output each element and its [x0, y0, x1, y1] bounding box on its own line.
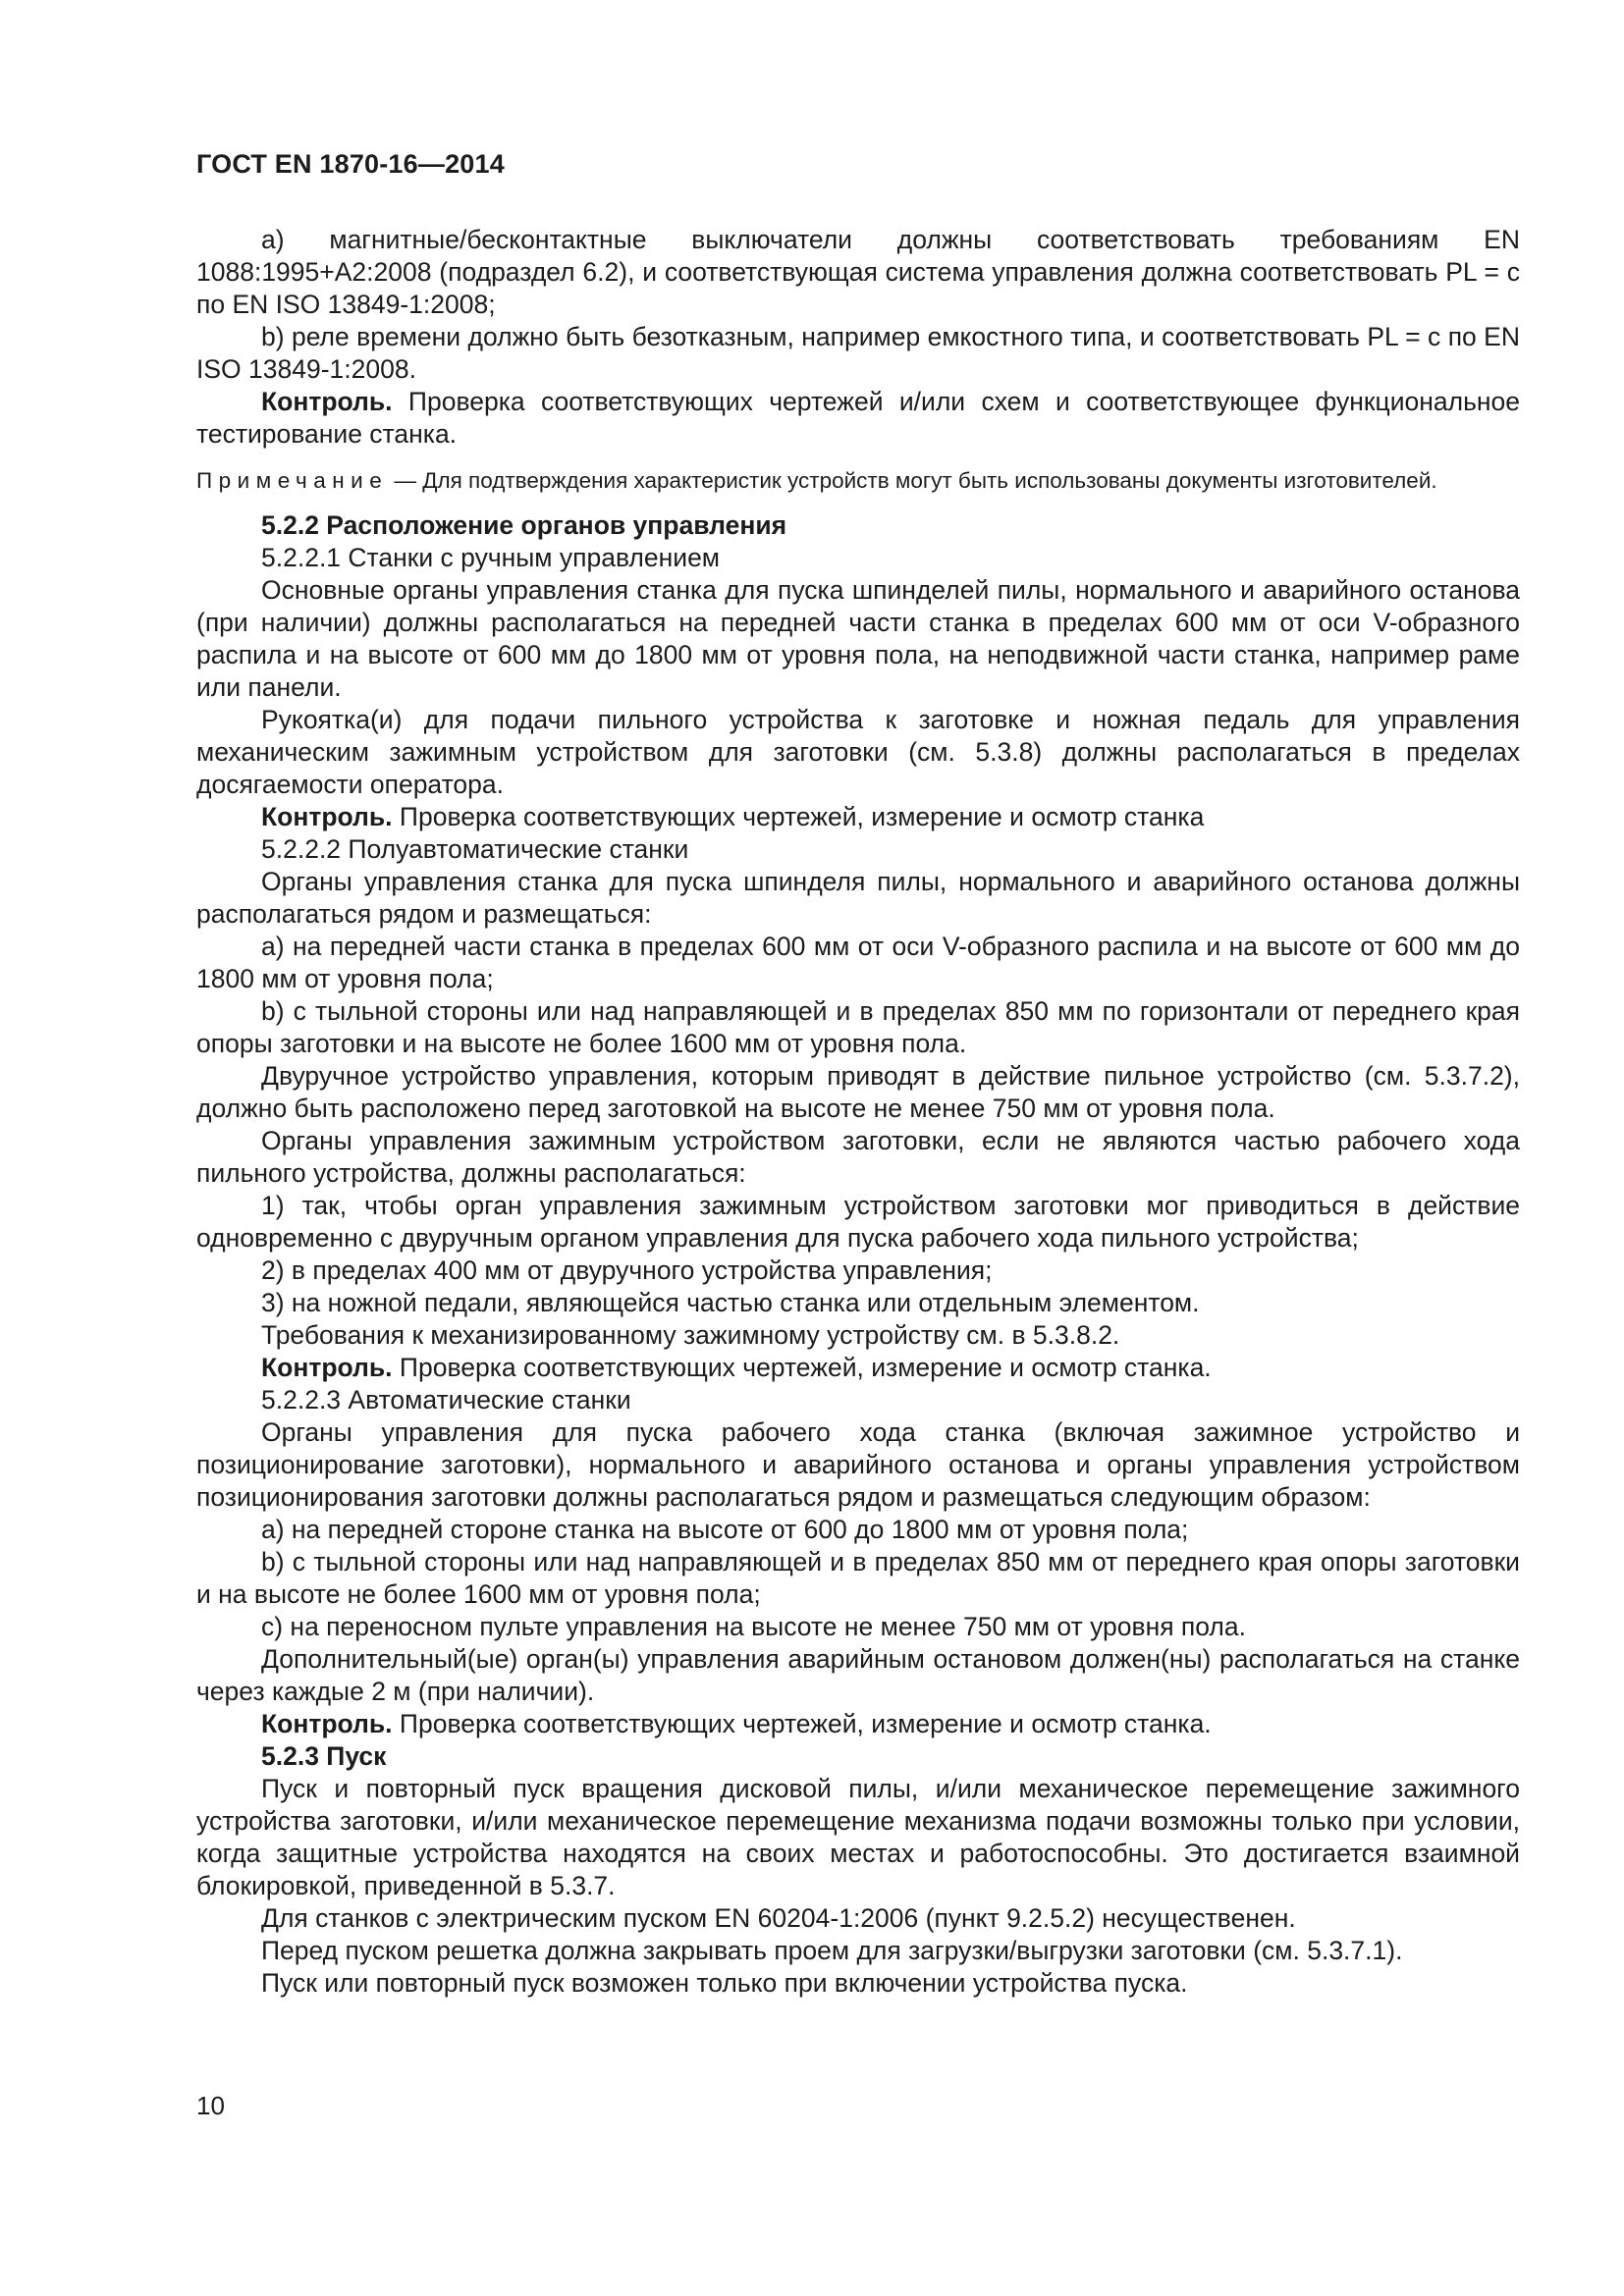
paragraph	[196, 1352, 1520, 1384]
paragraph: b) реле времени должно быть безотказным, например емкостного типа, и соответствовать PL = c по EN ISO 13849-1:2008.	[196, 322, 1520, 384]
paragraph	[196, 1708, 1520, 1740]
document-body	[196, 224, 1520, 2000]
paragraph: Пуск и повторный пуск вращения дисковой пилы, и/или механическое перемещение зажимного устройства заготовки, и/или механическое перемещение механизма подачи возможны только при условии, когда защитные устройства находятся на своих местах и работоспособны. Это достигается взаимной блокировкой, приведенной в 5.3.7.	[196, 1774, 1520, 1900]
paragraph: Пуск или повторный пуск возможен только при включении устройства пуска.	[261, 1968, 1188, 1998]
paragraph: Перед пуском решетка должна закрывать проем для загрузки/выгрузки заготовки (см. 5.3.7.1).	[261, 1936, 1403, 1965]
paragraph: Основные органы управления станка для пуска шпинделей пилы, нормального и аварийного останова (при наличии) должны располагаться на передней части станка в пределах 600 мм от оси V-образного распила и на высоте от 600 мм до 1800 мм от уровня пола, на неподвижной части станка, например раме или панели.	[196, 575, 1520, 702]
subsection-heading: 5.2.2.3 Автоматические станки	[261, 1385, 631, 1415]
paragraph: b) с тыльной стороны или над направляющей и в пределах 850 мм от переднего края опоры заготовки и на высоте не более 1600 мм от уровня пола;	[196, 1547, 1520, 1609]
section-heading	[196, 1740, 1520, 1773]
page-number: 10	[196, 2091, 225, 2120]
section-heading-text: 5.2.2 Расположение органов управления	[261, 510, 787, 540]
paragraph: Рукоятка(и) для подачи пильного устройства к заготовке и ножная педаль для управления механическим зажимным устройством для заготовки (см. 5.3.8) должны располагаться в пределах досягаемости оператора.	[196, 705, 1520, 799]
paragraph-text: Проверка соответствующих чертежей, измерение и осмотр станка.	[392, 1709, 1212, 1738]
paragraph: а) на передней стороне станка на высоте от 600 до 1800 мм от уровня пола;	[261, 1515, 1189, 1544]
note-text: — Для подтверждения характеристик устройств могут быть использованы документы изготовителей.	[388, 468, 1437, 493]
subsection-heading: 5.2.2.1 Станки с ручным управлением	[261, 543, 721, 572]
paragraph	[196, 386, 1520, 451]
paragraph: а) на передней части станка в пределах 600 мм от оси V-образного распила и на высоте от 600 мм до 1800 мм от уровня пола;	[196, 932, 1520, 993]
paragraph: Органы управления для пуска рабочего хода станка (включая зажимное устройство и позиционирование заготовки), нормального и аварийного останова и органы управления устройством позиционирования заготовки должны располагаться рядом и размещаться следующим образом:	[196, 1417, 1520, 1512]
paragraph: 2) в пределах 400 мм от двуручного устройства управления;	[261, 1255, 993, 1285]
subsection-heading: 5.2.2.2 Полуавтоматические станки	[261, 834, 689, 864]
control-label: Контроль.	[261, 1353, 393, 1382]
section-heading-text: 5.2.3 Пуск	[261, 1741, 387, 1771]
paragraph: с) на переносном пульте управления на высоте не менее 750 мм от уровня пола.	[261, 1612, 1246, 1641]
control-label: Контроль.	[261, 1709, 393, 1738]
paragraph: Дополнительный(ые) орган(ы) управления аварийным остановом должен(ны) располагаться на станке через каждые 2 м (при наличии).	[196, 1644, 1520, 1706]
paragraph: Требования к механизированному зажимному устройству см. в 5.3.8.2.	[261, 1320, 1120, 1350]
control-label: Контроль.	[261, 387, 393, 416]
paragraph-text: Проверка соответствующих чертежей и/или схем и соответствующее функциональное тестирование станка.	[196, 387, 1520, 449]
section-heading	[196, 509, 1520, 542]
control-label: Контроль.	[261, 802, 393, 831]
document-header: ГОСТ EN 1870-16—2014	[196, 149, 505, 179]
paragraph: 1) так, чтобы орган управления зажимным устройством заготовки мог приводиться в действие одновременно с двуручным органом управления для пуска рабочего хода пильного устройства;	[196, 1191, 1520, 1253]
paragraph: а) магнитные/бесконтактные выключатели должны соответствовать требованиям EN 1088:1995+A2:2008 (подраздел 6.2), и соответствующая система управления должна соответствовать PL = c по EN ISO 13849-1:2008;	[196, 225, 1520, 319]
paragraph	[196, 801, 1520, 833]
paragraph: Двуручное устройство управления, которым приводят в действие пильное устройство (см. 5.3.7.2), должно быть расположено перед заготовкой на высоте не менее 750 мм от уровня пола.	[196, 1061, 1520, 1123]
paragraph: Органы управления зажимным устройством заготовки, если не являются частью рабочего хода пильного устройства, должны располагаться:	[196, 1126, 1520, 1188]
paragraph: Органы управления станка для пуска шпинделя пилы, нормального и аварийного останова должны располагаться рядом и размещаться:	[196, 867, 1520, 929]
paragraph: b) с тыльной стороны или над направляющей и в пределах 850 мм по горизонтали от переднего края опоры заготовки и на высоте не более 1600 мм от уровня пола.	[196, 996, 1520, 1058]
paragraph-text: Проверка соответствующих чертежей, измерение и осмотр станка.	[392, 1353, 1212, 1382]
paragraph-text: Проверка соответствующих чертежей, измерение и осмотр станка	[392, 802, 1205, 831]
paragraph: 3) на ножной педали, являющейся частью станка или отдельным элементом.	[261, 1288, 1200, 1317]
note-label: Примечание	[196, 468, 389, 493]
note	[196, 466, 1520, 496]
paragraph: Для станков с электрическим пуском EN 60204-1:2006 (пункт 9.2.5.2) несущественен.	[261, 1903, 1296, 1933]
